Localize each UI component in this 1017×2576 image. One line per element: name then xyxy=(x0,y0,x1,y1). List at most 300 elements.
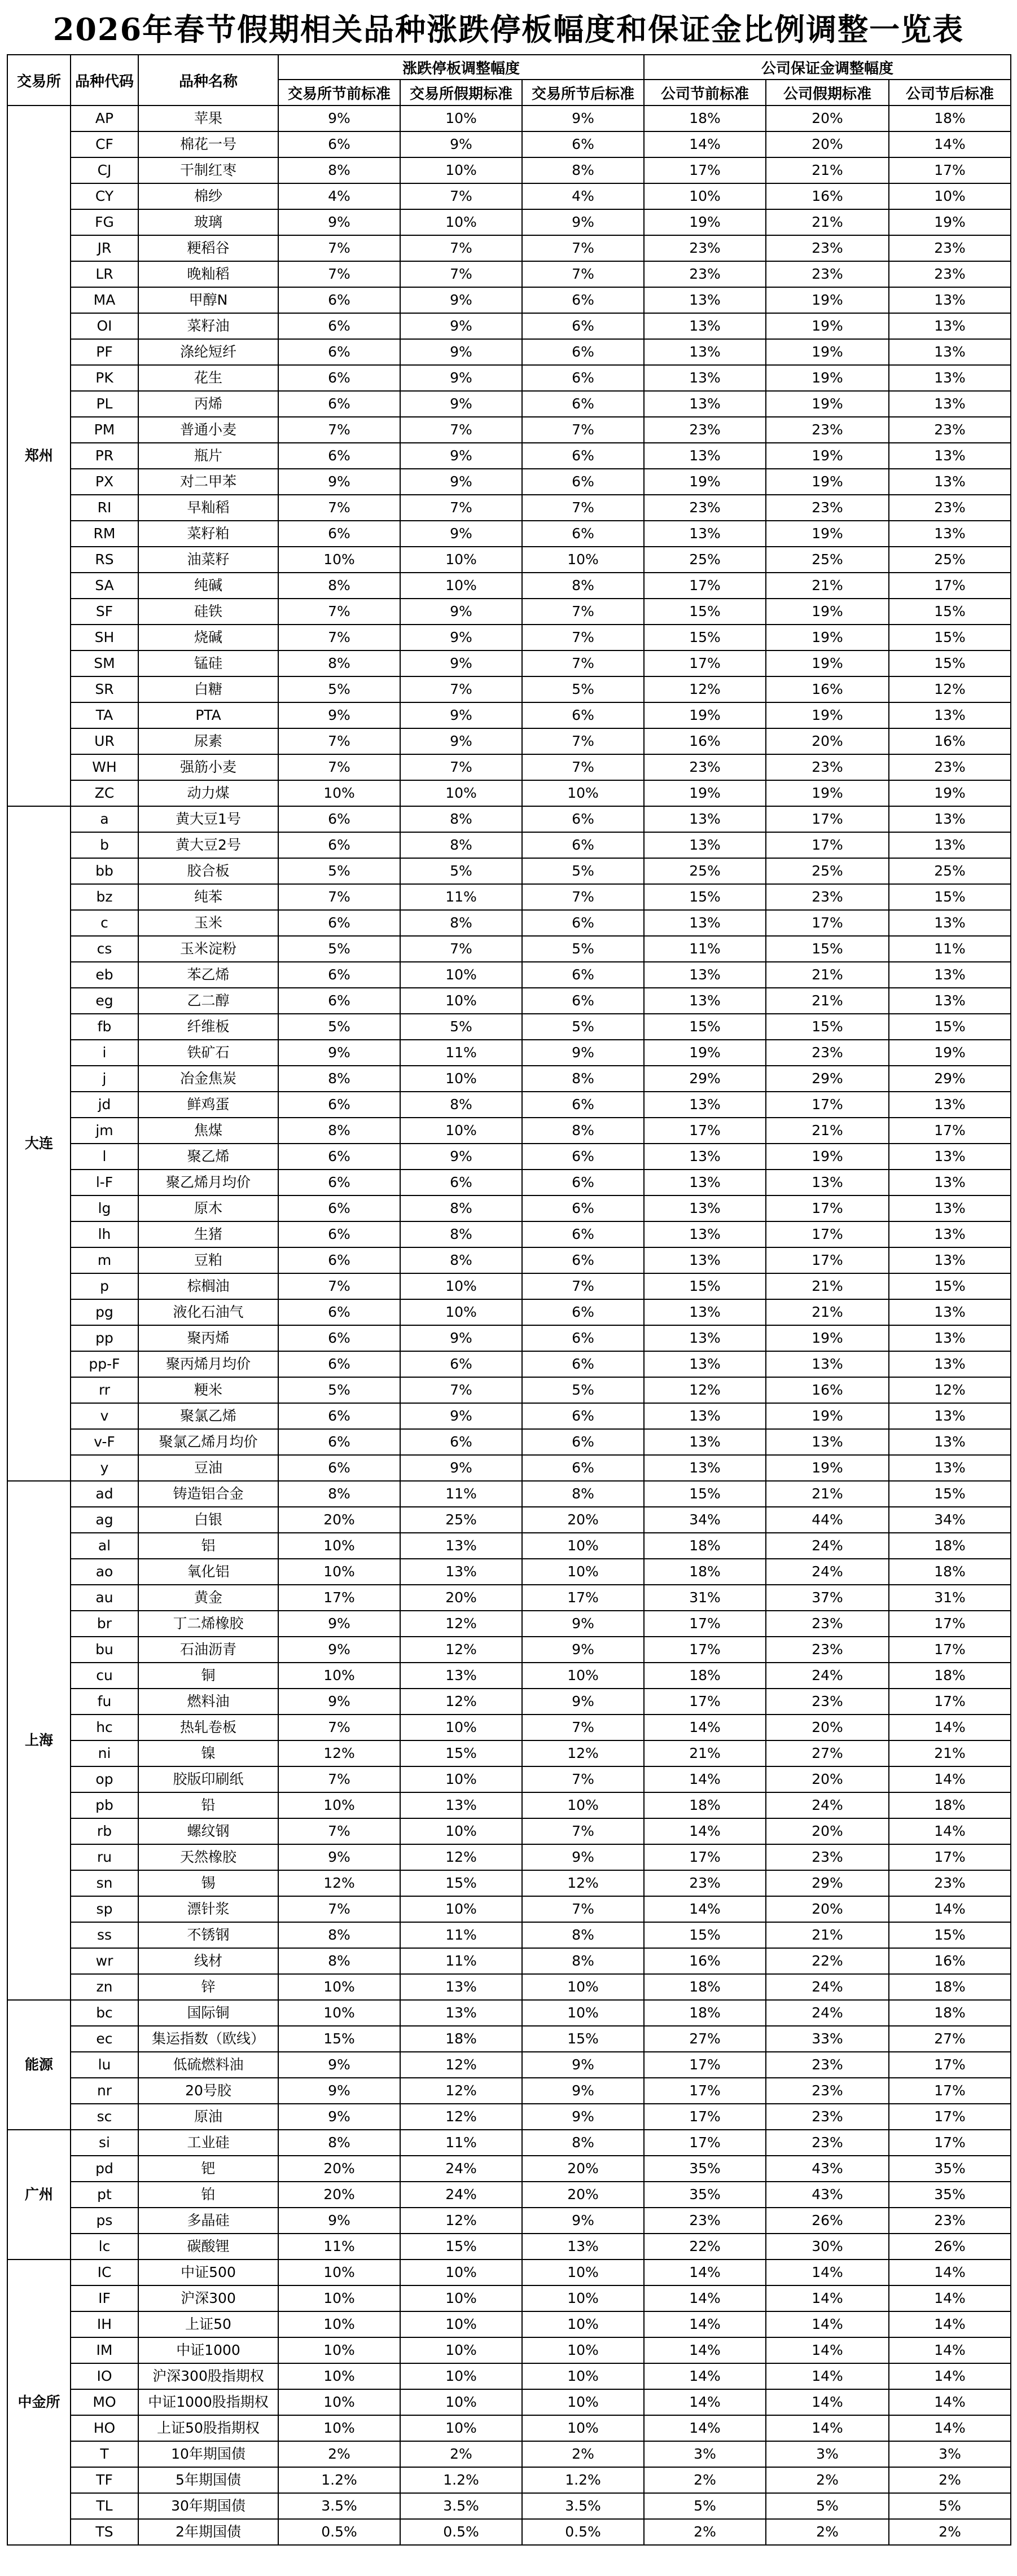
margin-holiday-cell: 23% xyxy=(766,417,889,443)
margin-post-cell: 17% xyxy=(889,2078,1011,2104)
margin-pre-cell: 13% xyxy=(644,287,766,313)
limit-post-cell: 8% xyxy=(522,157,644,183)
limit-pre-cell: 7% xyxy=(278,417,400,443)
product-code-cell: RI xyxy=(71,495,138,521)
table-row xyxy=(7,1481,1011,1507)
product-code-cell: zn xyxy=(71,1974,138,2000)
margin-holiday-cell: 17% xyxy=(766,1247,889,1273)
limit-post-cell: 6% xyxy=(522,1299,644,1325)
product-name-cell: 漂针浆 xyxy=(138,1896,278,1922)
limit-holiday-cell: 10% xyxy=(400,547,522,573)
limit-holiday-cell: 10% xyxy=(400,573,522,599)
margin-pre-cell: 13% xyxy=(644,365,766,391)
limit-pre-cell: 8% xyxy=(278,1066,400,1092)
limit-post-cell: 10% xyxy=(522,2363,644,2389)
table-row xyxy=(7,1818,1011,1844)
limit-holiday-cell: 13% xyxy=(400,1533,522,1559)
margin-holiday-cell: 23% xyxy=(766,1040,889,1066)
margin-post-cell: 31% xyxy=(889,1585,1011,1611)
table-row xyxy=(7,1195,1011,1221)
margin-holiday-cell: 20% xyxy=(766,728,889,754)
product-code-cell: cs xyxy=(71,936,138,962)
margin-pre-cell: 19% xyxy=(644,209,766,235)
table-row xyxy=(7,1429,1011,1455)
product-code-cell: SH xyxy=(71,625,138,650)
limit-pre-cell: 5% xyxy=(278,858,400,884)
margin-pre-cell: 17% xyxy=(644,1689,766,1715)
margin-holiday-cell: 23% xyxy=(766,1611,889,1637)
limit-holiday-cell: 7% xyxy=(400,676,522,702)
table-row xyxy=(7,728,1011,754)
margin-post-cell: 14% xyxy=(889,1896,1011,1922)
margin-holiday-cell: 33% xyxy=(766,2026,889,2052)
limit-holiday-cell: 8% xyxy=(400,1247,522,1273)
limit-post-cell: 20% xyxy=(522,2156,644,2182)
limit-pre-cell: 9% xyxy=(278,2052,400,2078)
product-code-cell: PX xyxy=(71,469,138,495)
product-code-cell: bu xyxy=(71,1637,138,1663)
product-name-cell: 聚氯乙烯月均价 xyxy=(138,1429,278,1455)
table-row xyxy=(7,2363,1011,2389)
table-row xyxy=(7,780,1011,806)
margin-post-cell: 13% xyxy=(889,365,1011,391)
margin-holiday-cell: 43% xyxy=(766,2182,889,2208)
margin-post-cell: 14% xyxy=(889,1766,1011,1792)
margin-pre-cell: 12% xyxy=(644,676,766,702)
limit-post-cell: 7% xyxy=(522,1715,644,1740)
margin-pre-cell: 21% xyxy=(644,1740,766,1766)
limit-holiday-cell: 10% xyxy=(400,157,522,183)
product-name-cell: 氧化铝 xyxy=(138,1559,278,1585)
limit-holiday-cell: 0.5% xyxy=(400,2519,522,2545)
product-code-cell: nr xyxy=(71,2078,138,2104)
margin-pre-cell: 12% xyxy=(644,1377,766,1403)
table-row xyxy=(7,2078,1011,2104)
limit-holiday-cell: 6% xyxy=(400,1429,522,1455)
margin-holiday-cell: 19% xyxy=(766,443,889,469)
margin-pre-cell: 23% xyxy=(644,495,766,521)
margin-pre-cell: 31% xyxy=(644,1585,766,1611)
limit-pre-cell: 7% xyxy=(278,495,400,521)
product-code-cell: LR xyxy=(71,261,138,287)
margin-holiday-cell: 20% xyxy=(766,131,889,157)
product-code-cell: MO xyxy=(71,2389,138,2415)
product-name-cell: 纯碱 xyxy=(138,573,278,599)
limit-post-cell: 9% xyxy=(522,209,644,235)
limit-post-cell: 6% xyxy=(522,391,644,417)
limit-pre-cell: 10% xyxy=(278,2285,400,2311)
product-name-cell: 早籼稻 xyxy=(138,495,278,521)
margin-pre-cell: 25% xyxy=(644,547,766,573)
margin-pre-cell: 17% xyxy=(644,1611,766,1637)
limit-post-cell: 9% xyxy=(522,1611,644,1637)
margin-holiday-cell: 23% xyxy=(766,754,889,780)
limit-pre-cell: 7% xyxy=(278,1896,400,1922)
table-row xyxy=(7,1377,1011,1403)
margin-holiday-cell: 21% xyxy=(766,157,889,183)
margin-holiday-cell: 17% xyxy=(766,832,889,858)
table-row xyxy=(7,261,1011,287)
limit-post-cell: 10% xyxy=(522,2260,644,2285)
product-code-cell: PL xyxy=(71,391,138,417)
table-row xyxy=(7,2182,1011,2208)
limit-pre-cell: 12% xyxy=(278,1740,400,1766)
product-name-cell: 棉花一号 xyxy=(138,131,278,157)
margin-holiday-cell: 19% xyxy=(766,313,889,339)
table-row xyxy=(7,2467,1011,2493)
product-name-cell: 集运指数（欧线） xyxy=(138,2026,278,2052)
margin-pre-cell: 18% xyxy=(644,1533,766,1559)
limit-post-cell: 9% xyxy=(522,1637,644,1663)
limit-holiday-cell: 12% xyxy=(400,2104,522,2130)
margin-post-cell: 19% xyxy=(889,780,1011,806)
margin-holiday-cell: 19% xyxy=(766,339,889,365)
product-code-cell: MA xyxy=(71,287,138,313)
limit-holiday-cell: 2% xyxy=(400,2441,522,2467)
margin-pre-cell: 15% xyxy=(644,599,766,625)
margin-pre-cell: 13% xyxy=(644,832,766,858)
limit-pre-cell: 6% xyxy=(278,1195,400,1221)
product-code-cell: pb xyxy=(71,1792,138,1818)
limit-holiday-cell: 9% xyxy=(400,702,522,728)
limit-pre-cell: 7% xyxy=(278,599,400,625)
product-code-cell: sc xyxy=(71,2104,138,2130)
margin-post-cell: 15% xyxy=(889,1014,1011,1040)
margin-pre-cell: 13% xyxy=(644,962,766,988)
margin-holiday-cell: 19% xyxy=(766,521,889,547)
limit-holiday-cell: 12% xyxy=(400,1689,522,1715)
product-name-cell: 2年期国债 xyxy=(138,2519,278,2545)
product-code-cell: SR xyxy=(71,676,138,702)
limit-pre-cell: 6% xyxy=(278,1144,400,1170)
limit-holiday-cell: 9% xyxy=(400,625,522,650)
table-row xyxy=(7,1922,1011,1948)
limit-pre-cell: 5% xyxy=(278,676,400,702)
limit-holiday-cell: 18% xyxy=(400,2026,522,2052)
limit-post-cell: 6% xyxy=(522,910,644,936)
margin-holiday-cell: 16% xyxy=(766,183,889,209)
margin-pre-cell: 13% xyxy=(644,806,766,832)
margin-post-cell: 13% xyxy=(889,1403,1011,1429)
product-name-cell: 黄金 xyxy=(138,1585,278,1611)
table-row xyxy=(7,2260,1011,2285)
limit-holiday-cell: 11% xyxy=(400,1922,522,1948)
margin-pre-cell: 35% xyxy=(644,2182,766,2208)
limit-pre-cell: 6% xyxy=(278,1092,400,1118)
margin-post-cell: 23% xyxy=(889,261,1011,287)
limit-pre-cell: 10% xyxy=(278,1974,400,2000)
table-row xyxy=(7,391,1011,417)
product-name-cell: 玻璃 xyxy=(138,209,278,235)
product-code-cell: bc xyxy=(71,2000,138,2026)
margin-post-cell: 23% xyxy=(889,2208,1011,2234)
product-name-cell: 聚氯乙烯 xyxy=(138,1403,278,1429)
margin-pre-cell: 13% xyxy=(644,339,766,365)
margin-post-cell: 13% xyxy=(889,806,1011,832)
limit-pre-cell: 7% xyxy=(278,884,400,910)
limit-pre-cell: 6% xyxy=(278,1170,400,1195)
product-name-cell: 燃料油 xyxy=(138,1689,278,1715)
table-row xyxy=(7,287,1011,313)
limit-post-cell: 7% xyxy=(522,1766,644,1792)
margin-post-cell: 23% xyxy=(889,417,1011,443)
margin-holiday-cell: 2% xyxy=(766,2519,889,2545)
table-row xyxy=(7,1844,1011,1870)
margin-pre-cell: 23% xyxy=(644,1870,766,1896)
product-code-cell: pp xyxy=(71,1325,138,1351)
margin-pre-cell: 29% xyxy=(644,1066,766,1092)
limit-post-cell: 10% xyxy=(522,1533,644,1559)
margin-post-cell: 13% xyxy=(889,1455,1011,1481)
table-row xyxy=(7,547,1011,573)
product-code-cell: p xyxy=(71,1273,138,1299)
limit-holiday-cell: 10% xyxy=(400,209,522,235)
margin-pre-cell: 13% xyxy=(644,1170,766,1195)
limit-post-cell: 7% xyxy=(522,754,644,780)
margin-pre-cell: 13% xyxy=(644,313,766,339)
product-code-cell: IM xyxy=(71,2337,138,2363)
header-code: 品种代码 xyxy=(71,55,138,105)
limit-holiday-cell: 10% xyxy=(400,2389,522,2415)
margin-holiday-cell: 19% xyxy=(766,391,889,417)
margin-pre-cell: 17% xyxy=(644,2104,766,2130)
table-row xyxy=(7,2052,1011,2078)
margin-holiday-cell: 19% xyxy=(766,702,889,728)
margin-post-cell: 17% xyxy=(889,1637,1011,1663)
limit-holiday-cell: 10% xyxy=(400,2415,522,2441)
margin-post-cell: 17% xyxy=(889,1689,1011,1715)
header-margin-pre: 公司节前标准 xyxy=(644,80,766,105)
product-code-cell: FG xyxy=(71,209,138,235)
margin-post-cell: 16% xyxy=(889,1948,1011,1974)
header-limit-holiday: 交易所假期标准 xyxy=(400,80,522,105)
limit-pre-cell: 9% xyxy=(278,105,400,131)
limit-holiday-cell: 7% xyxy=(400,936,522,962)
margin-post-cell: 13% xyxy=(889,443,1011,469)
margin-pre-cell: 13% xyxy=(644,1299,766,1325)
limit-post-cell: 5% xyxy=(522,858,644,884)
product-name-cell: 铁矿石 xyxy=(138,1040,278,1066)
product-code-cell: WH xyxy=(71,754,138,780)
table-row xyxy=(7,1403,1011,1429)
margin-holiday-cell: 21% xyxy=(766,962,889,988)
product-code-cell: ni xyxy=(71,1740,138,1766)
product-code-cell: bz xyxy=(71,884,138,910)
margin-holiday-cell: 13% xyxy=(766,1351,889,1377)
margin-holiday-cell: 29% xyxy=(766,1066,889,1092)
margin-pre-cell: 19% xyxy=(644,780,766,806)
limit-post-cell: 6% xyxy=(522,832,644,858)
margin-holiday-cell: 14% xyxy=(766,2363,889,2389)
limit-holiday-cell: 9% xyxy=(400,365,522,391)
product-code-cell: pg xyxy=(71,1299,138,1325)
margin-pre-cell: 18% xyxy=(644,1559,766,1585)
limit-pre-cell: 6% xyxy=(278,962,400,988)
product-name-cell: 普通小麦 xyxy=(138,417,278,443)
limit-pre-cell: 20% xyxy=(278,1507,400,1533)
limit-post-cell: 5% xyxy=(522,1377,644,1403)
margin-post-cell: 17% xyxy=(889,1611,1011,1637)
limit-holiday-cell: 7% xyxy=(400,261,522,287)
margin-post-cell: 26% xyxy=(889,2234,1011,2260)
margin-holiday-cell: 23% xyxy=(766,884,889,910)
limit-post-cell: 12% xyxy=(522,1740,644,1766)
product-name-cell: 30年期国债 xyxy=(138,2493,278,2519)
product-name-cell: 鲜鸡蛋 xyxy=(138,1092,278,1118)
limit-post-cell: 6% xyxy=(522,1351,644,1377)
margin-post-cell: 15% xyxy=(889,599,1011,625)
limit-pre-cell: 1.2% xyxy=(278,2467,400,2493)
product-code-cell: l xyxy=(71,1144,138,1170)
margin-holiday-cell: 24% xyxy=(766,1663,889,1689)
product-name-cell: 白银 xyxy=(138,1507,278,1533)
limit-post-cell: 1.2% xyxy=(522,2467,644,2493)
table-row xyxy=(7,988,1011,1014)
product-code-cell: T xyxy=(71,2441,138,2467)
table-row xyxy=(7,1325,1011,1351)
margin-post-cell: 13% xyxy=(889,1247,1011,1273)
margin-pre-cell: 2% xyxy=(644,2467,766,2493)
margin-holiday-cell: 23% xyxy=(766,2052,889,2078)
margin-holiday-cell: 23% xyxy=(766,495,889,521)
limit-post-cell: 10% xyxy=(522,1974,644,2000)
product-name-cell: 玉米 xyxy=(138,910,278,936)
product-code-cell: au xyxy=(71,1585,138,1611)
header-name: 品种名称 xyxy=(138,55,278,105)
product-code-cell: IF xyxy=(71,2285,138,2311)
limit-holiday-cell: 8% xyxy=(400,1221,522,1247)
limit-post-cell: 6% xyxy=(522,806,644,832)
limit-post-cell: 7% xyxy=(522,1896,644,1922)
limit-holiday-cell: 7% xyxy=(400,417,522,443)
margin-holiday-cell: 24% xyxy=(766,1974,889,2000)
limit-holiday-cell: 5% xyxy=(400,858,522,884)
margin-pre-cell: 23% xyxy=(644,2208,766,2234)
exchange-cell: 郑州 xyxy=(7,105,71,806)
limit-pre-cell: 6% xyxy=(278,391,400,417)
product-code-cell: ss xyxy=(71,1922,138,1948)
margin-pre-cell: 18% xyxy=(644,1663,766,1689)
limit-pre-cell: 6% xyxy=(278,832,400,858)
table-row xyxy=(7,2493,1011,2519)
product-name-cell: 锡 xyxy=(138,1870,278,1896)
product-name-cell: 胶合板 xyxy=(138,858,278,884)
table-row xyxy=(7,599,1011,625)
product-name-cell: 原油 xyxy=(138,2104,278,2130)
table-row xyxy=(7,2104,1011,2130)
limit-post-cell: 10% xyxy=(522,2285,644,2311)
margin-post-cell: 18% xyxy=(889,1663,1011,1689)
limit-post-cell: 0.5% xyxy=(522,2519,644,2545)
margin-pre-cell: 18% xyxy=(644,1974,766,2000)
margin-holiday-cell: 44% xyxy=(766,1507,889,1533)
limit-post-cell: 15% xyxy=(522,2026,644,2052)
limit-holiday-cell: 10% xyxy=(400,2260,522,2285)
limit-holiday-cell: 9% xyxy=(400,443,522,469)
margin-post-cell: 25% xyxy=(889,858,1011,884)
product-name-cell: 棕榈油 xyxy=(138,1273,278,1299)
product-code-cell: IO xyxy=(71,2363,138,2389)
limit-pre-cell: 8% xyxy=(278,573,400,599)
limit-pre-cell: 7% xyxy=(278,1715,400,1740)
product-code-cell: br xyxy=(71,1611,138,1637)
limit-post-cell: 6% xyxy=(522,1092,644,1118)
limit-holiday-cell: 12% xyxy=(400,2052,522,2078)
product-name-cell: 锰硅 xyxy=(138,650,278,676)
margin-post-cell: 29% xyxy=(889,1066,1011,1092)
limit-pre-cell: 10% xyxy=(278,2311,400,2337)
limit-post-cell: 6% xyxy=(522,1429,644,1455)
margin-post-cell: 13% xyxy=(889,1195,1011,1221)
margin-pre-cell: 11% xyxy=(644,936,766,962)
product-code-cell: IC xyxy=(71,2260,138,2285)
margin-holiday-cell: 19% xyxy=(766,287,889,313)
product-code-cell: CF xyxy=(71,131,138,157)
limit-pre-cell: 10% xyxy=(278,2415,400,2441)
table-row xyxy=(7,1974,1011,2000)
table-row xyxy=(7,1273,1011,1299)
margin-post-cell: 19% xyxy=(889,209,1011,235)
limit-pre-cell: 6% xyxy=(278,1325,400,1351)
margin-pre-cell: 13% xyxy=(644,1403,766,1429)
limit-post-cell: 6% xyxy=(522,287,644,313)
margin-pre-cell: 14% xyxy=(644,2260,766,2285)
table-row xyxy=(7,339,1011,365)
limit-pre-cell: 10% xyxy=(278,1533,400,1559)
limit-post-cell: 6% xyxy=(522,521,644,547)
table-row xyxy=(7,1066,1011,1092)
margin-post-cell: 23% xyxy=(889,754,1011,780)
product-code-cell: wr xyxy=(71,1948,138,1974)
limit-post-cell: 7% xyxy=(522,650,644,676)
margin-post-cell: 23% xyxy=(889,1870,1011,1896)
limit-pre-cell: 3.5% xyxy=(278,2493,400,2519)
header-margin-post: 公司节后标准 xyxy=(889,80,1011,105)
margin-holiday-cell: 20% xyxy=(766,105,889,131)
margin-holiday-cell: 5% xyxy=(766,2493,889,2519)
table-row xyxy=(7,1507,1011,1533)
limit-post-cell: 8% xyxy=(522,1922,644,1948)
margin-holiday-cell: 19% xyxy=(766,1455,889,1481)
margin-post-cell: 3% xyxy=(889,2441,1011,2467)
limit-post-cell: 10% xyxy=(522,1663,644,1689)
margin-pre-cell: 17% xyxy=(644,2052,766,2078)
product-name-cell: 上证50股指期权 xyxy=(138,2415,278,2441)
margin-holiday-cell: 24% xyxy=(766,1533,889,1559)
product-name-cell: 瓶片 xyxy=(138,443,278,469)
margin-post-cell: 17% xyxy=(889,1844,1011,1870)
product-name-cell: 沪深300 xyxy=(138,2285,278,2311)
product-code-cell: ao xyxy=(71,1559,138,1585)
limit-holiday-cell: 24% xyxy=(400,2182,522,2208)
margin-pre-cell: 16% xyxy=(644,728,766,754)
margin-post-cell: 13% xyxy=(889,521,1011,547)
product-code-cell: SF xyxy=(71,599,138,625)
margin-post-cell: 17% xyxy=(889,157,1011,183)
limit-holiday-cell: 10% xyxy=(400,2337,522,2363)
margin-post-cell: 14% xyxy=(889,2363,1011,2389)
limit-post-cell: 6% xyxy=(522,1325,644,1351)
margin-pre-cell: 23% xyxy=(644,417,766,443)
limit-holiday-cell: 11% xyxy=(400,1481,522,1507)
product-code-cell: CY xyxy=(71,183,138,209)
limit-pre-cell: 6% xyxy=(278,910,400,936)
margin-pre-cell: 19% xyxy=(644,1040,766,1066)
limit-holiday-cell: 5% xyxy=(400,1014,522,1040)
limit-holiday-cell: 11% xyxy=(400,1040,522,1066)
limit-holiday-cell: 6% xyxy=(400,1351,522,1377)
table-row xyxy=(7,806,1011,832)
